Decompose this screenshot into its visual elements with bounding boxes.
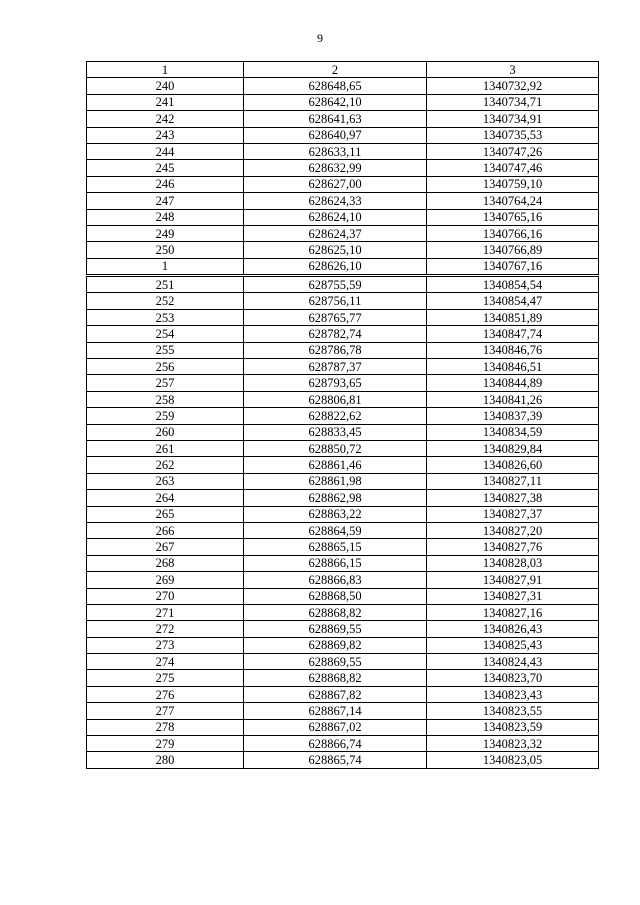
- table-row: [87, 440, 599, 456]
- x-coordinate-cell: 628865,15: [244, 539, 427, 555]
- y-coordinate-cell: 1340766,16: [427, 225, 599, 241]
- x-coordinate-cell: 628864,59: [244, 522, 427, 538]
- y-coordinate-cell: 1340823,05: [427, 752, 599, 768]
- y-coordinate-cell: 1340767,16: [427, 258, 599, 275]
- table-row: [87, 225, 599, 241]
- table-row: [87, 359, 599, 375]
- y-coordinate-cell: 1340827,37: [427, 506, 599, 522]
- y-coordinate-cell: 1340747,26: [427, 143, 599, 159]
- x-coordinate-cell: 628865,74: [244, 752, 427, 768]
- y-coordinate-cell: 1340827,38: [427, 490, 599, 506]
- y-coordinate-cell: 1340844,89: [427, 375, 599, 391]
- x-coordinate-cell: 628786,78: [244, 342, 427, 358]
- table-row: [87, 703, 599, 719]
- y-coordinate-cell: 1340823,43: [427, 686, 599, 702]
- header-cell-x: 2: [244, 62, 427, 78]
- x-coordinate-cell: 628765,77: [244, 309, 427, 325]
- y-coordinate-cell: 1340734,71: [427, 94, 599, 110]
- x-coordinate-cell: 628642,10: [244, 94, 427, 110]
- y-coordinate-cell: 1340827,91: [427, 572, 599, 588]
- y-coordinate-cell: 1340765,16: [427, 209, 599, 225]
- table-row: [87, 176, 599, 192]
- x-coordinate-cell: 628868,82: [244, 604, 427, 620]
- y-coordinate-cell: 1340823,55: [427, 703, 599, 719]
- point-number-cell: 267: [87, 539, 244, 555]
- point-number-cell: 263: [87, 473, 244, 489]
- point-number-cell: 258: [87, 391, 244, 407]
- x-coordinate-cell: 628633,11: [244, 143, 427, 159]
- table-row: [87, 408, 599, 424]
- x-coordinate-cell: 628640,97: [244, 127, 427, 143]
- y-coordinate-cell: 1340837,39: [427, 408, 599, 424]
- point-number-cell: 273: [87, 637, 244, 653]
- header-cell-point: 1: [87, 62, 244, 78]
- y-coordinate-cell: 1340846,76: [427, 342, 599, 358]
- table-row: [87, 326, 599, 342]
- table-row: [87, 506, 599, 522]
- point-number-cell: 247: [87, 193, 244, 209]
- table-row: [87, 490, 599, 506]
- point-number-cell: 255: [87, 342, 244, 358]
- point-number-cell: 1: [87, 258, 244, 275]
- x-coordinate-cell: 628624,37: [244, 225, 427, 241]
- point-number-cell: 272: [87, 621, 244, 637]
- x-coordinate-cell: 628755,59: [244, 276, 427, 293]
- x-coordinate-cell: 628793,65: [244, 375, 427, 391]
- table-row: [87, 654, 599, 670]
- x-coordinate-cell: 628868,50: [244, 588, 427, 604]
- point-number-cell: 249: [87, 225, 244, 241]
- table-row: [87, 752, 599, 768]
- point-number-cell: 241: [87, 94, 244, 110]
- x-coordinate-cell: 628868,82: [244, 670, 427, 686]
- table-row: [87, 555, 599, 571]
- y-coordinate-cell: 1340735,53: [427, 127, 599, 143]
- x-coordinate-cell: 628866,83: [244, 572, 427, 588]
- point-number-cell: 257: [87, 375, 244, 391]
- table-row: [87, 276, 599, 293]
- x-coordinate-cell: 628648,65: [244, 78, 427, 94]
- table-row: [87, 686, 599, 702]
- x-coordinate-cell: 628641,63: [244, 111, 427, 127]
- table-row: [87, 522, 599, 538]
- y-coordinate-cell: 1340764,24: [427, 193, 599, 209]
- point-number-cell: 274: [87, 654, 244, 670]
- table-row: [87, 160, 599, 176]
- point-number-cell: 271: [87, 604, 244, 620]
- point-number-cell: 242: [87, 111, 244, 127]
- point-number-cell: 280: [87, 752, 244, 768]
- page-number: 9: [317, 31, 323, 45]
- y-coordinate-cell: 1340827,11: [427, 473, 599, 489]
- point-number-cell: 265: [87, 506, 244, 522]
- x-coordinate-cell: 628867,82: [244, 686, 427, 702]
- point-number-cell: 244: [87, 143, 244, 159]
- x-coordinate-cell: 628756,11: [244, 293, 427, 309]
- y-coordinate-cell: 1340747,46: [427, 160, 599, 176]
- x-coordinate-cell: 628624,10: [244, 209, 427, 225]
- point-number-cell: 276: [87, 686, 244, 702]
- y-coordinate-cell: 1340826,60: [427, 457, 599, 473]
- point-number-cell: 266: [87, 522, 244, 538]
- x-coordinate-cell: 628632,99: [244, 160, 427, 176]
- y-coordinate-cell: 1340823,59: [427, 719, 599, 735]
- point-number-cell: 254: [87, 326, 244, 342]
- table-row: [87, 309, 599, 325]
- x-coordinate-cell: 628866,74: [244, 736, 427, 752]
- table-row: [87, 242, 599, 258]
- y-coordinate-cell: 1340846,51: [427, 359, 599, 375]
- table-row: [87, 588, 599, 604]
- point-number-cell: 253: [87, 309, 244, 325]
- table-row: [87, 391, 599, 407]
- table-body: [87, 78, 599, 768]
- point-number-cell: 250: [87, 242, 244, 258]
- table-row: [87, 621, 599, 637]
- point-number-cell: 270: [87, 588, 244, 604]
- point-number-cell: 268: [87, 555, 244, 571]
- x-coordinate-cell: 628625,10: [244, 242, 427, 258]
- table-row: [87, 736, 599, 752]
- table-row: [87, 604, 599, 620]
- x-coordinate-cell: 628863,22: [244, 506, 427, 522]
- x-coordinate-cell: 628850,72: [244, 440, 427, 456]
- table-row: [87, 293, 599, 309]
- point-number-cell: 275: [87, 670, 244, 686]
- x-coordinate-cell: 628861,46: [244, 457, 427, 473]
- point-number-cell: 256: [87, 359, 244, 375]
- y-coordinate-cell: 1340827,16: [427, 604, 599, 620]
- point-number-cell: 260: [87, 424, 244, 440]
- point-number-cell: 278: [87, 719, 244, 735]
- point-number-cell: 246: [87, 176, 244, 192]
- x-coordinate-cell: 628866,15: [244, 555, 427, 571]
- coordinates-table: [86, 61, 599, 769]
- y-coordinate-cell: 1340823,32: [427, 736, 599, 752]
- x-coordinate-cell: 628624,33: [244, 193, 427, 209]
- table-row: [87, 424, 599, 440]
- y-coordinate-cell: 1340834,59: [427, 424, 599, 440]
- x-coordinate-cell: 628627,00: [244, 176, 427, 192]
- x-coordinate-cell: 628862,98: [244, 490, 427, 506]
- table-row: [87, 719, 599, 735]
- header-cell-y: 3: [427, 62, 599, 78]
- x-coordinate-cell: 628822,62: [244, 408, 427, 424]
- point-number-cell: 264: [87, 490, 244, 506]
- y-coordinate-cell: 1340827,20: [427, 522, 599, 538]
- y-coordinate-cell: 1340766,89: [427, 242, 599, 258]
- y-coordinate-cell: 1340826,43: [427, 621, 599, 637]
- point-number-cell: 252: [87, 293, 244, 309]
- table-header-row: [87, 62, 599, 78]
- point-number-cell: 269: [87, 572, 244, 588]
- y-coordinate-cell: 1340827,31: [427, 588, 599, 604]
- point-number-cell: 240: [87, 78, 244, 94]
- table-row: [87, 143, 599, 159]
- y-coordinate-cell: 1340759,10: [427, 176, 599, 192]
- table-row: [87, 572, 599, 588]
- y-coordinate-cell: 1340823,70: [427, 670, 599, 686]
- y-coordinate-cell: 1340828,03: [427, 555, 599, 571]
- y-coordinate-cell: 1340851,89: [427, 309, 599, 325]
- x-coordinate-cell: 628869,82: [244, 637, 427, 653]
- point-number-cell: 277: [87, 703, 244, 719]
- x-coordinate-cell: 628782,74: [244, 326, 427, 342]
- table-row: [87, 473, 599, 489]
- x-coordinate-cell: 628806,81: [244, 391, 427, 407]
- table-row: [87, 457, 599, 473]
- y-coordinate-cell: 1340825,43: [427, 637, 599, 653]
- x-coordinate-cell: 628869,55: [244, 654, 427, 670]
- x-coordinate-cell: 628787,37: [244, 359, 427, 375]
- table-row: [87, 193, 599, 209]
- y-coordinate-cell: 1340847,74: [427, 326, 599, 342]
- y-coordinate-cell: 1340732,92: [427, 78, 599, 94]
- table-row: [87, 670, 599, 686]
- y-coordinate-cell: 1340841,26: [427, 391, 599, 407]
- y-coordinate-cell: 1340854,54: [427, 276, 599, 293]
- x-coordinate-cell: 628833,45: [244, 424, 427, 440]
- point-number-cell: 243: [87, 127, 244, 143]
- x-coordinate-cell: 628869,55: [244, 621, 427, 637]
- table-row: [87, 209, 599, 225]
- point-number-cell: 262: [87, 457, 244, 473]
- table-row: [87, 375, 599, 391]
- point-number-cell: 248: [87, 209, 244, 225]
- x-coordinate-cell: 628867,02: [244, 719, 427, 735]
- point-number-cell: 245: [87, 160, 244, 176]
- table-row: [87, 127, 599, 143]
- table-row: [87, 78, 599, 94]
- y-coordinate-cell: 1340827,76: [427, 539, 599, 555]
- y-coordinate-cell: 1340829,84: [427, 440, 599, 456]
- table-row: [87, 258, 599, 275]
- x-coordinate-cell: 628861,98: [244, 473, 427, 489]
- table-row: [87, 111, 599, 127]
- table-row: [87, 539, 599, 555]
- table-row: [87, 342, 599, 358]
- x-coordinate-cell: 628867,14: [244, 703, 427, 719]
- point-number-cell: 261: [87, 440, 244, 456]
- point-number-cell: 279: [87, 736, 244, 752]
- x-coordinate-cell: 628626,10: [244, 258, 427, 275]
- y-coordinate-cell: 1340734,91: [427, 111, 599, 127]
- point-number-cell: 251: [87, 276, 244, 293]
- table-row: [87, 637, 599, 653]
- point-number-cell: 259: [87, 408, 244, 424]
- y-coordinate-cell: 1340824,43: [427, 654, 599, 670]
- y-coordinate-cell: 1340854,47: [427, 293, 599, 309]
- table-row: [87, 94, 599, 110]
